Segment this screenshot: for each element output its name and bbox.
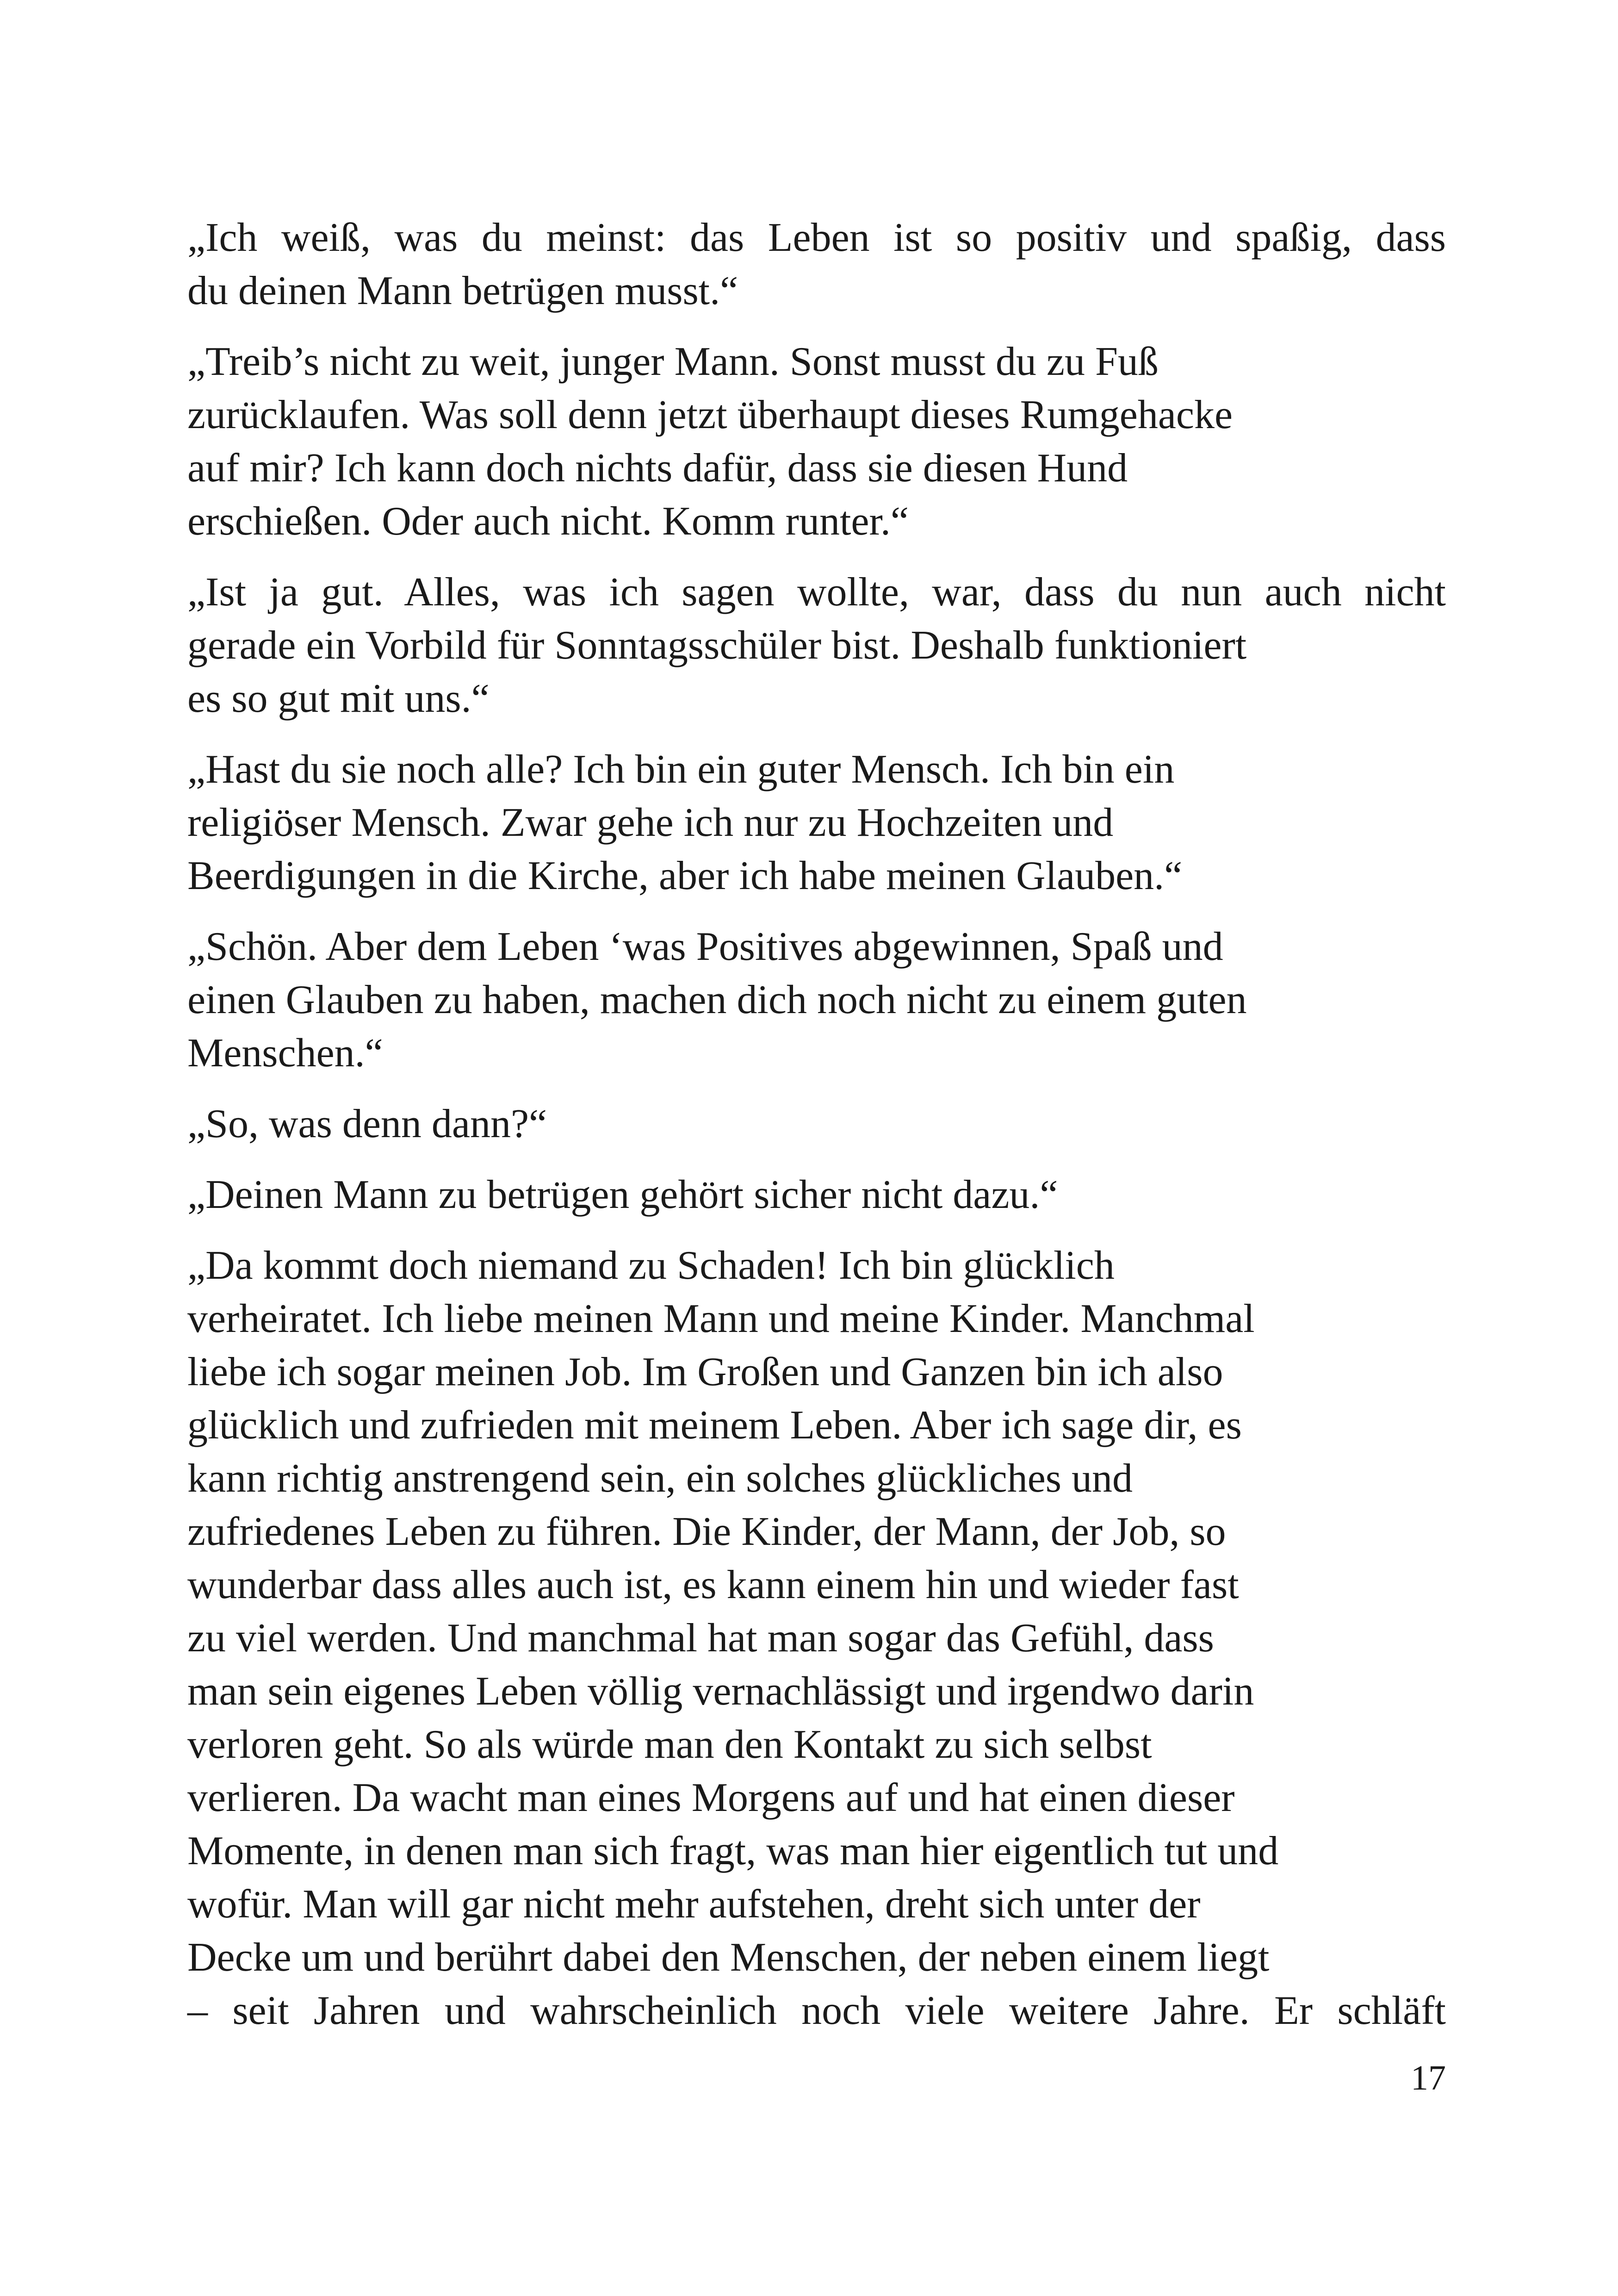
text-line: „Da kommt doch niemand zu Schaden! Ich bin glücklich (187, 1243, 1115, 1288)
paragraph (187, 566, 1446, 725)
text-line: „So, was denn dann?“ (187, 1101, 547, 1146)
paragraph (187, 743, 1446, 902)
paragraph (187, 1239, 1446, 2037)
page-number: 17 (1411, 2059, 1446, 2097)
text-line: Beerdigungen in die Kirche, aber ich habe meinen Glauben.“ (187, 853, 1183, 898)
paragraph (187, 1097, 1446, 1151)
text-line: liebe ich sogar meinen Job. Im Großen und Ganzen bin ich also (187, 1350, 1223, 1394)
text-line: wunderbar dass alles auch ist, es kann einem hin und wieder fast (187, 1562, 1239, 1607)
text-line: erschießen. Oder auch nicht. Komm runter.“ (187, 499, 909, 544)
text-line: verheiratet. Ich liebe meinen Mann und meine Kinder. Manchmal (187, 1296, 1255, 1341)
paragraph (187, 211, 1446, 317)
text-line: auf mir? Ich kann doch nichts dafür, dass sie diesen Hund (187, 446, 1128, 491)
text-line: Decke um und berührt dabei den Menschen, der neben einem liegt (187, 1935, 1270, 1980)
text-line: Momente, in denen man sich fragt, was man hier eigentlich tut und (187, 1829, 1279, 1873)
paragraph (187, 1168, 1446, 1221)
text-line: zufriedenes Leben zu führen. Die Kinder, der Mann, der Job, so (187, 1509, 1226, 1554)
body-text (187, 211, 1446, 2055)
text-line: religiöser Mensch. Zwar gehe ich nur zu Hochzeiten und (187, 800, 1114, 845)
text-line: verlieren. Da wacht man eines Morgens auf und hat einen dieser (187, 1775, 1235, 1820)
text-line: zurücklaufen. Was soll denn jetzt überhaupt dieses Rumgehacke (187, 392, 1233, 437)
text-line: verloren geht. So als würde man den Kontakt zu sich selbst (187, 1722, 1152, 1767)
paragraph (187, 920, 1446, 1080)
text-line: es so gut mit uns.“ (187, 676, 490, 721)
text-line: glücklich und zufrieden mit meinem Leben. Aber ich sage dir, es (187, 1403, 1242, 1448)
text-line: „Schön. Aber dem Leben ‘was Positives abgewinnen, Spaß und (187, 924, 1223, 969)
text-line: „Treib’s nicht zu weit, junger Mann. Sonst musst du zu Fuß (187, 339, 1159, 384)
text-line: kann richtig anstrengend sein, ein solches glückliches und (187, 1456, 1133, 1501)
text-line: zu viel werden. Und manchmal hat man sogar das Gefühl, dass (187, 1616, 1214, 1661)
text-line: man sein eigenes Leben völlig vernachlässigt und irgendwo darin (187, 1669, 1254, 1714)
text-line: „Hast du sie noch alle? Ich bin ein guter Mensch. Ich bin ein (187, 747, 1175, 792)
text-line: – seit Jahren und wahrscheinlich noch viele weitere Jahre. Er schläft (187, 1988, 1446, 2033)
paragraph (187, 335, 1446, 548)
text-line: gerade ein Vorbild für Sonntagsschüler bist. Deshalb funktioniert (187, 623, 1247, 668)
text-line: einen Glauben zu haben, machen dich noch nicht zu einem guten (187, 977, 1247, 1022)
text-line: „Ist ja gut. Alles, was ich sagen wollte, war, dass du nun auch nicht (187, 570, 1446, 615)
text-line: Menschen.“ (187, 1031, 383, 1076)
text-line: „Deinen Mann zu betrügen gehört sicher nicht dazu.“ (187, 1172, 1058, 1217)
text-line: du deinen Mann betrügen musst.“ (187, 268, 738, 313)
text-line: „Ich weiß, was du meinst: das Leben ist so positiv und spaßig, dass (187, 215, 1446, 260)
text-line: wofür. Man will gar nicht mehr aufstehen, dreht sich unter der (187, 1882, 1201, 1927)
